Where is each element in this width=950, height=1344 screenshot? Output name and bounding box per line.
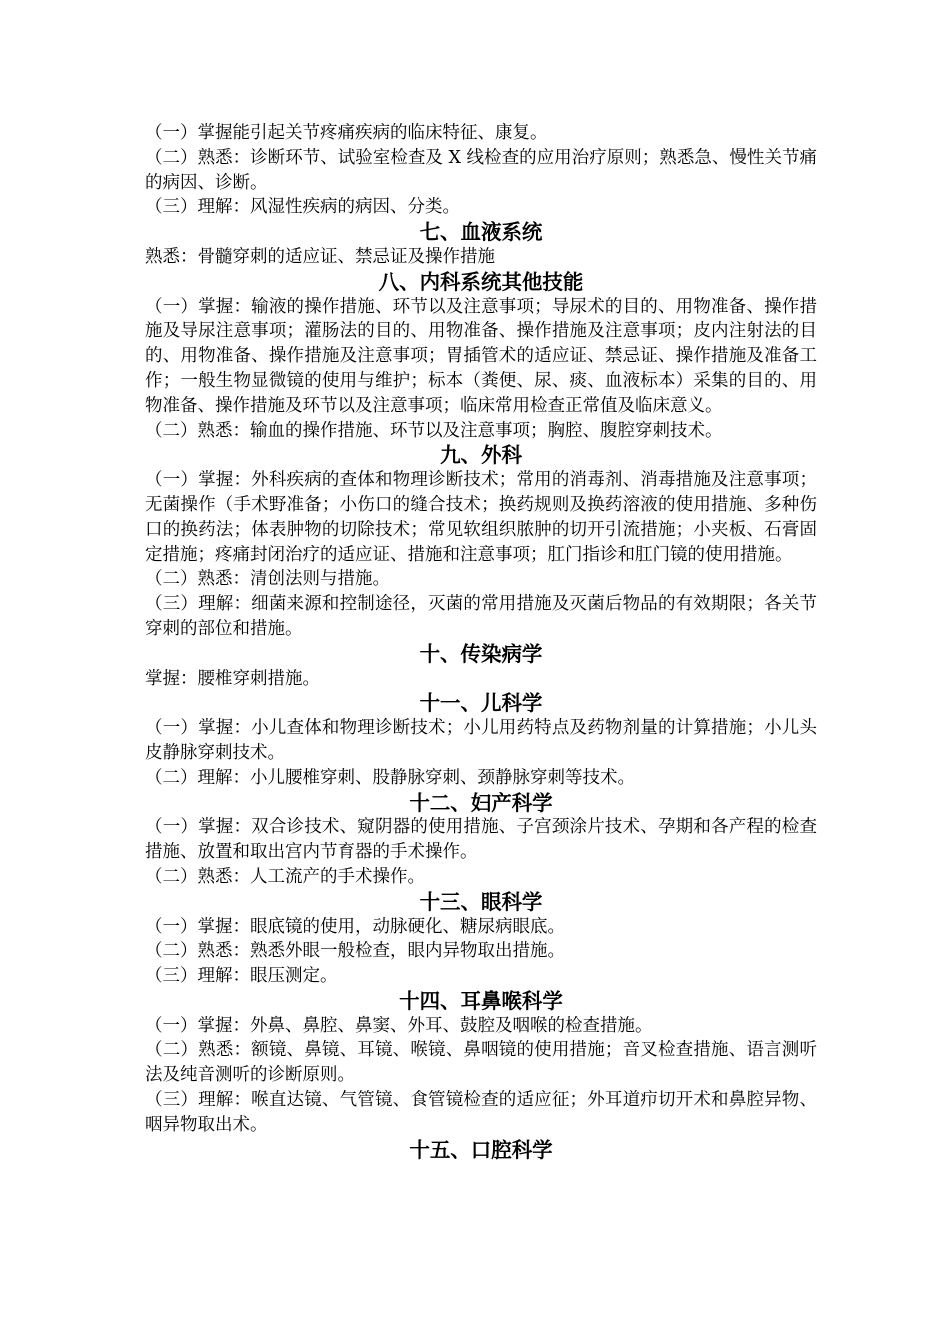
paragraph: （二）熟悉：额镜、鼻镜、耳镜、喉镜、鼻咽镜的使用措施；音叉检查措施、语言测听法及纯音测听的诊断原则。 (145, 1040, 817, 1086)
paragraph: （二）熟悉：诊断环节、试验室检查及 X 线检查的应用治疗原则；熟悉急、慢性关节痛的病因、诊断。 (145, 147, 817, 193)
section-heading: 十二、妇产科学 (409, 790, 553, 815)
paragraph: （二）理解：小儿腰椎穿刺、股静脉穿刺、颈静脉穿刺等技术。 (145, 767, 635, 788)
section-heading: 十五、口腔科学 (409, 1137, 553, 1162)
paragraph: （一）掌握：输液的操作措施、环节以及注意事项；导尿术的目的、用物准备、操作措施及导尿注意事项；灌肠法的目的、用物准备、操作措施及注意事项；皮内注射法的目的、用物准备、操作措施及注意事项；胃插管术的适应证、禁忌证、操作措施及准备工作；一般生物显微镜的使用与维护；标本（粪便、尿、痰、血液标本）采集的目的、用物准备、操作措施及环节以及注意事项；临床常用检查正常值及临床意义。 (145, 296, 817, 416)
paragraph: （一）掌握：小儿查体和物理诊断技术；小儿用药特点及药物剂量的计算措施；小儿头皮静脉穿刺技术。 (145, 718, 817, 763)
paragraph: 掌握：腰椎穿刺措施。 (145, 668, 320, 689)
paragraph: （二）熟悉：清创法则与措施。 (145, 569, 390, 590)
section-heading: 七、血液系统 (419, 220, 543, 245)
paragraph: （三）理解：风湿性疾病的病因、分类。 (145, 197, 460, 218)
paragraph: （三）理解：喉直达镜、气管镜、食管镜检查的适应征；外耳道疖切开术和鼻腔异物、咽异物取出术。 (145, 1090, 817, 1135)
document-page (145, 121, 817, 1162)
section-heading: 十、传染病学 (419, 641, 543, 666)
section-heading: 十四、耳鼻喉科学 (399, 988, 563, 1013)
section-heading: 九、外科 (440, 443, 522, 468)
paragraph: （三）理解：细菌来源和控制途径，灭菌的常用措施及灭菌后物品的有效期限；各关节穿刺的部位和措施。 (145, 594, 817, 639)
paragraph: （二）熟悉：人工流产的手术操作。 (145, 866, 425, 887)
section-heading: 十三、眼科学 (419, 889, 543, 914)
paragraph: （一）掌握：眼底镜的使用，动脉硬化、糖尿病眼底。 (145, 916, 565, 937)
section-heading: 十一、儿科学 (419, 691, 543, 716)
paragraph: （三）理解：眼压测定。 (145, 966, 338, 987)
paragraph: （一）掌握：外鼻、鼻腔、鼻窦、外耳、鼓腔及咽喉的检查措施。 (145, 1015, 653, 1036)
paragraph: （一）掌握：外科疾病的查体和物理诊断技术；常用的消毒剂、消毒措施及注意事项；无菌操作（手术野准备；小伤口的缝合技术；换药规则及换药溶液的使用措施、多种伤口的换药法；体表肿物的切除技术；常见软组织脓肿的切开引流措施；小夹板、石膏固定措施；疼痛封闭治疗的适应证、措施和注意事项；肛门指诊和肛门镜的使用措施。 (145, 470, 817, 565)
paragraph: （一）掌握：双合诊技术、窥阴器的使用措施、子宫颈涂片技术、孕期和各产程的检查措施、放置和取出宫内节育器的手术操作。 (145, 817, 817, 863)
paragraph: （二）熟悉：熟悉外眼一般检查，眼内异物取出措施。 (145, 941, 565, 962)
paragraph: 熟悉：骨髓穿刺的适应证、禁忌证及操作措施 (145, 246, 495, 267)
section-heading: 八、内科系统其他技能 (378, 269, 584, 294)
paragraph: （一）掌握能引起关节疼痛疾病的临床特征、康复。 (145, 123, 548, 143)
paragraph: （二）熟悉：输血的操作措施、环节以及注意事项；胸腔、腹腔穿刺技术。 (145, 420, 723, 441)
